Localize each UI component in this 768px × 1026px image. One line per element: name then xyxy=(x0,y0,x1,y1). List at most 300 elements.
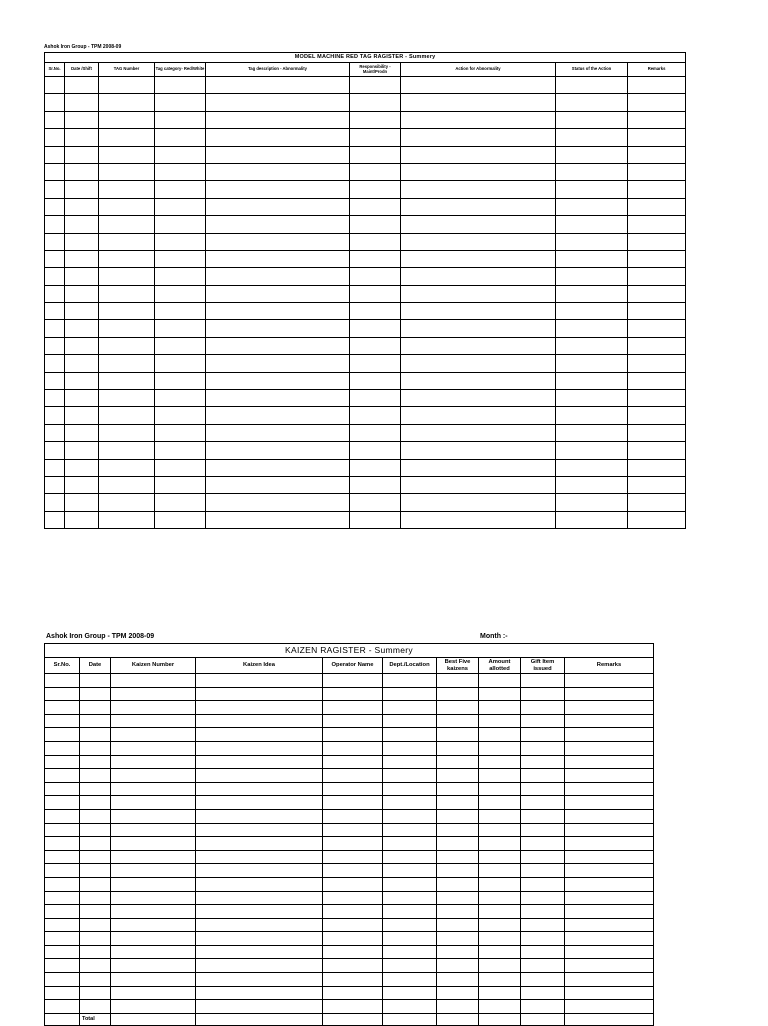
table-cell xyxy=(350,163,401,180)
table-cell xyxy=(80,945,111,959)
table-cell xyxy=(99,337,155,354)
table-row xyxy=(45,181,686,198)
table-cell xyxy=(80,850,111,864)
table-cell xyxy=(565,973,654,987)
table-cell xyxy=(383,782,437,796)
table-cell xyxy=(323,891,383,905)
table-cell xyxy=(111,809,196,823)
table-cell xyxy=(350,250,401,267)
column-header: Kaizen Idea xyxy=(196,658,323,674)
table-cell xyxy=(99,94,155,111)
table-cell xyxy=(437,986,479,1000)
table-cell xyxy=(80,959,111,973)
table-cell xyxy=(556,250,628,267)
table-cell xyxy=(565,823,654,837)
table-cell xyxy=(565,932,654,946)
table-cell xyxy=(565,701,654,715)
table-cell xyxy=(65,303,99,320)
table-cell xyxy=(383,891,437,905)
table-cell xyxy=(350,372,401,389)
table-cell xyxy=(45,809,80,823)
red-tag-register-table xyxy=(44,52,686,529)
table-cell xyxy=(383,714,437,728)
register1-title: MODEL MACHINE RED TAG RAGISTER - Summery xyxy=(45,53,686,63)
table-cell xyxy=(45,728,80,742)
table-cell xyxy=(80,728,111,742)
column-header: Tag description - Abnormality xyxy=(206,63,350,77)
table-cell xyxy=(556,146,628,163)
table-cell xyxy=(479,809,521,823)
table-cell xyxy=(111,714,196,728)
table-cell xyxy=(206,337,350,354)
table-cell xyxy=(628,390,686,407)
table-cell xyxy=(65,476,99,493)
table-cell xyxy=(65,268,99,285)
table-row xyxy=(45,250,686,267)
table-cell xyxy=(323,674,383,688)
table-cell xyxy=(521,945,565,959)
table-cell xyxy=(80,674,111,688)
table-cell xyxy=(155,407,206,424)
table-cell xyxy=(45,337,65,354)
table-cell xyxy=(45,303,65,320)
table-cell xyxy=(111,891,196,905)
table-cell xyxy=(45,1000,80,1014)
table-cell xyxy=(45,850,80,864)
table-cell xyxy=(556,216,628,233)
table-cell xyxy=(323,905,383,919)
table-cell xyxy=(479,1000,521,1014)
table-cell xyxy=(565,1000,654,1014)
table-cell xyxy=(350,390,401,407)
column-header: Remarks xyxy=(565,658,654,674)
table-cell xyxy=(45,741,80,755)
table-cell xyxy=(628,442,686,459)
table-cell xyxy=(196,755,323,769)
table-cell xyxy=(479,850,521,864)
kaizen-register-table xyxy=(44,643,654,1026)
table-cell xyxy=(65,337,99,354)
table-cell xyxy=(628,337,686,354)
table-cell xyxy=(556,285,628,302)
table-cell xyxy=(45,372,65,389)
table-row xyxy=(45,891,654,905)
table-cell xyxy=(628,146,686,163)
table-cell xyxy=(556,129,628,146)
table-cell xyxy=(155,424,206,441)
table-cell xyxy=(565,809,654,823)
table-cell xyxy=(401,407,556,424)
table-cell xyxy=(323,945,383,959)
table-cell xyxy=(479,864,521,878)
table-cell xyxy=(206,111,350,128)
table-cell xyxy=(45,905,80,919)
table-cell xyxy=(111,741,196,755)
table-cell xyxy=(521,918,565,932)
table-cell xyxy=(401,77,556,94)
table-cell xyxy=(155,198,206,215)
table-cell xyxy=(628,494,686,511)
table-cell xyxy=(323,877,383,891)
table-cell xyxy=(401,511,556,528)
table-cell xyxy=(383,1000,437,1014)
table-cell xyxy=(65,320,99,337)
table-cell xyxy=(99,181,155,198)
table-cell xyxy=(155,77,206,94)
table-cell xyxy=(80,986,111,1000)
table-row xyxy=(45,782,654,796)
table-cell xyxy=(479,674,521,688)
table-cell xyxy=(80,1000,111,1014)
table-cell xyxy=(323,918,383,932)
table-cell xyxy=(401,250,556,267)
table-cell xyxy=(155,285,206,302)
table-cell xyxy=(196,945,323,959)
table-cell xyxy=(565,837,654,851)
table-cell xyxy=(80,714,111,728)
table-cell xyxy=(65,459,99,476)
table-cell xyxy=(45,864,80,878)
table-cell xyxy=(521,714,565,728)
table-cell xyxy=(521,837,565,851)
table-cell xyxy=(155,94,206,111)
table-cell xyxy=(323,823,383,837)
table-cell xyxy=(479,823,521,837)
table-cell xyxy=(479,728,521,742)
table-cell xyxy=(323,837,383,851)
month-label: Month :- xyxy=(480,633,508,640)
table-cell xyxy=(99,163,155,180)
table-cell xyxy=(111,877,196,891)
table-cell xyxy=(437,945,479,959)
table-cell xyxy=(350,511,401,528)
table-cell xyxy=(45,129,65,146)
table-cell xyxy=(521,674,565,688)
table-cell xyxy=(479,973,521,987)
table-cell xyxy=(80,918,111,932)
table-row xyxy=(45,216,686,233)
table-cell xyxy=(80,741,111,755)
table-cell xyxy=(521,905,565,919)
table-cell xyxy=(521,741,565,755)
kaizen-register-body xyxy=(45,674,654,1026)
table-cell xyxy=(556,459,628,476)
table-cell xyxy=(628,320,686,337)
table-cell xyxy=(80,864,111,878)
table-cell xyxy=(401,268,556,285)
table-cell xyxy=(45,701,80,715)
column-header: Gift Item issued xyxy=(521,658,565,674)
table-cell xyxy=(383,864,437,878)
table-cell xyxy=(479,701,521,715)
table-cell xyxy=(99,216,155,233)
table-cell xyxy=(565,905,654,919)
table-row xyxy=(45,355,686,372)
table-cell xyxy=(196,701,323,715)
table-cell xyxy=(628,111,686,128)
table-cell xyxy=(323,1000,383,1014)
table-cell xyxy=(111,973,196,987)
table-cell xyxy=(628,181,686,198)
table-cell xyxy=(196,674,323,688)
table-cell xyxy=(383,918,437,932)
table-cell xyxy=(196,905,323,919)
table-cell xyxy=(155,459,206,476)
table-row xyxy=(45,424,686,441)
table-cell xyxy=(80,837,111,851)
table-cell xyxy=(383,823,437,837)
table-cell xyxy=(350,303,401,320)
table-cell xyxy=(521,932,565,946)
table-cell xyxy=(196,891,323,905)
table-cell xyxy=(521,850,565,864)
table-cell xyxy=(565,945,654,959)
table-cell xyxy=(65,198,99,215)
table-cell xyxy=(383,959,437,973)
table-cell xyxy=(155,494,206,511)
table-cell xyxy=(206,390,350,407)
table-row xyxy=(45,476,686,493)
table-cell xyxy=(437,918,479,932)
table-cell xyxy=(401,494,556,511)
table-cell xyxy=(556,407,628,424)
table-cell xyxy=(350,94,401,111)
table-cell xyxy=(155,337,206,354)
table-cell xyxy=(206,442,350,459)
table-row xyxy=(45,111,686,128)
table-cell xyxy=(437,796,479,810)
table-cell xyxy=(437,701,479,715)
table-cell xyxy=(383,809,437,823)
table-cell xyxy=(437,823,479,837)
column-header: Tag category- Red/White xyxy=(155,63,206,77)
table-cell xyxy=(45,714,80,728)
table-cell xyxy=(80,877,111,891)
table-cell xyxy=(323,701,383,715)
column-header: Remarks xyxy=(628,63,686,77)
table-cell xyxy=(99,77,155,94)
table-cell xyxy=(65,111,99,128)
table-cell xyxy=(65,181,99,198)
table-cell xyxy=(155,320,206,337)
table-cell xyxy=(65,355,99,372)
table-cell xyxy=(155,216,206,233)
table-row xyxy=(45,372,686,389)
table-cell xyxy=(45,945,80,959)
table-cell xyxy=(45,181,65,198)
table-cell xyxy=(65,494,99,511)
table-cell xyxy=(628,285,686,302)
table-cell xyxy=(383,986,437,1000)
table-cell xyxy=(479,959,521,973)
column-header: Sr.No. xyxy=(45,63,65,77)
table-cell xyxy=(383,674,437,688)
table-cell xyxy=(383,769,437,783)
table-cell xyxy=(556,181,628,198)
table-cell xyxy=(155,111,206,128)
table-cell xyxy=(65,407,99,424)
table-cell xyxy=(323,714,383,728)
table-cell xyxy=(521,687,565,701)
table-cell xyxy=(556,355,628,372)
table-cell xyxy=(206,285,350,302)
table-cell xyxy=(565,850,654,864)
table-cell xyxy=(45,823,80,837)
table-row xyxy=(45,986,654,1000)
table-cell xyxy=(521,701,565,715)
table-cell xyxy=(155,355,206,372)
table-cell xyxy=(479,714,521,728)
column-header: Amount allotted xyxy=(479,658,521,674)
table-cell xyxy=(521,959,565,973)
table-cell xyxy=(155,511,206,528)
table-cell xyxy=(350,494,401,511)
table-cell xyxy=(65,511,99,528)
table-row xyxy=(45,741,654,755)
table-cell xyxy=(196,796,323,810)
table-row xyxy=(45,809,654,823)
table-cell xyxy=(350,129,401,146)
table-cell xyxy=(401,181,556,198)
table-cell xyxy=(565,674,654,688)
table-cell xyxy=(556,233,628,250)
table-cell xyxy=(99,372,155,389)
table-cell xyxy=(99,320,155,337)
table-cell xyxy=(565,864,654,878)
table-cell xyxy=(437,728,479,742)
table-cell xyxy=(65,146,99,163)
table-cell xyxy=(350,268,401,285)
table-cell xyxy=(479,769,521,783)
table-cell xyxy=(383,796,437,810)
table-cell xyxy=(350,355,401,372)
table-row xyxy=(45,905,654,919)
table-cell xyxy=(628,129,686,146)
table-cell xyxy=(383,741,437,755)
table-row xyxy=(45,459,686,476)
table-cell xyxy=(479,891,521,905)
table-cell xyxy=(196,714,323,728)
table-cell xyxy=(521,973,565,987)
table-cell xyxy=(383,850,437,864)
table-cell xyxy=(479,932,521,946)
table-row xyxy=(45,94,686,111)
table-row xyxy=(45,146,686,163)
table-row xyxy=(45,303,686,320)
table-cell xyxy=(521,877,565,891)
table-cell xyxy=(65,233,99,250)
table-cell xyxy=(45,320,65,337)
table-cell xyxy=(437,1000,479,1014)
table-cell xyxy=(401,320,556,337)
table-cell xyxy=(80,905,111,919)
table-cell xyxy=(196,864,323,878)
table-cell xyxy=(323,986,383,1000)
table-cell xyxy=(350,407,401,424)
table-row xyxy=(45,837,654,851)
table-cell xyxy=(111,959,196,973)
table-cell xyxy=(556,442,628,459)
table-cell xyxy=(350,146,401,163)
table-cell xyxy=(479,837,521,851)
table-cell xyxy=(45,986,80,1000)
table-cell xyxy=(401,355,556,372)
table-cell xyxy=(401,390,556,407)
table-row xyxy=(45,233,686,250)
table-cell xyxy=(350,476,401,493)
table-cell xyxy=(65,163,99,180)
table-cell xyxy=(155,181,206,198)
table-cell xyxy=(383,905,437,919)
table-cell xyxy=(155,476,206,493)
table-cell xyxy=(99,303,155,320)
table-cell xyxy=(99,494,155,511)
table-cell xyxy=(45,94,65,111)
column-header: Sr.No. xyxy=(45,658,80,674)
table-cell xyxy=(383,687,437,701)
table-cell xyxy=(99,355,155,372)
table-cell xyxy=(45,782,80,796)
table-cell xyxy=(556,424,628,441)
table-row xyxy=(45,407,686,424)
table-cell xyxy=(45,355,65,372)
table-cell xyxy=(556,77,628,94)
table-cell xyxy=(111,728,196,742)
table-cell xyxy=(65,424,99,441)
table-row xyxy=(45,877,654,891)
column-header: Dept./Location xyxy=(383,658,437,674)
table-cell xyxy=(323,809,383,823)
table-cell xyxy=(65,390,99,407)
table-cell xyxy=(628,163,686,180)
table-cell xyxy=(45,77,65,94)
table-cell xyxy=(45,511,65,528)
table-cell xyxy=(45,250,65,267)
table-cell xyxy=(45,285,65,302)
table-cell xyxy=(401,146,556,163)
table-cell xyxy=(155,233,206,250)
table-cell xyxy=(479,796,521,810)
table-cell xyxy=(556,494,628,511)
table-cell xyxy=(479,945,521,959)
table-cell xyxy=(196,837,323,851)
table-cell xyxy=(401,285,556,302)
table-cell xyxy=(350,442,401,459)
table-cell xyxy=(206,320,350,337)
table-cell xyxy=(45,233,65,250)
table-cell xyxy=(383,945,437,959)
table-cell xyxy=(350,337,401,354)
table-cell xyxy=(99,129,155,146)
table-row xyxy=(45,945,654,959)
table-cell xyxy=(565,877,654,891)
table-cell xyxy=(206,511,350,528)
table-cell xyxy=(323,769,383,783)
table-cell xyxy=(437,809,479,823)
table-row xyxy=(45,714,654,728)
table-cell xyxy=(99,511,155,528)
table-cell xyxy=(565,728,654,742)
table-cell xyxy=(565,782,654,796)
table-cell xyxy=(155,163,206,180)
table-cell xyxy=(111,701,196,715)
table-cell xyxy=(111,823,196,837)
table-cell xyxy=(206,94,350,111)
table-cell xyxy=(45,424,65,441)
table-cell xyxy=(323,973,383,987)
table-cell xyxy=(556,390,628,407)
table-cell xyxy=(45,959,80,973)
